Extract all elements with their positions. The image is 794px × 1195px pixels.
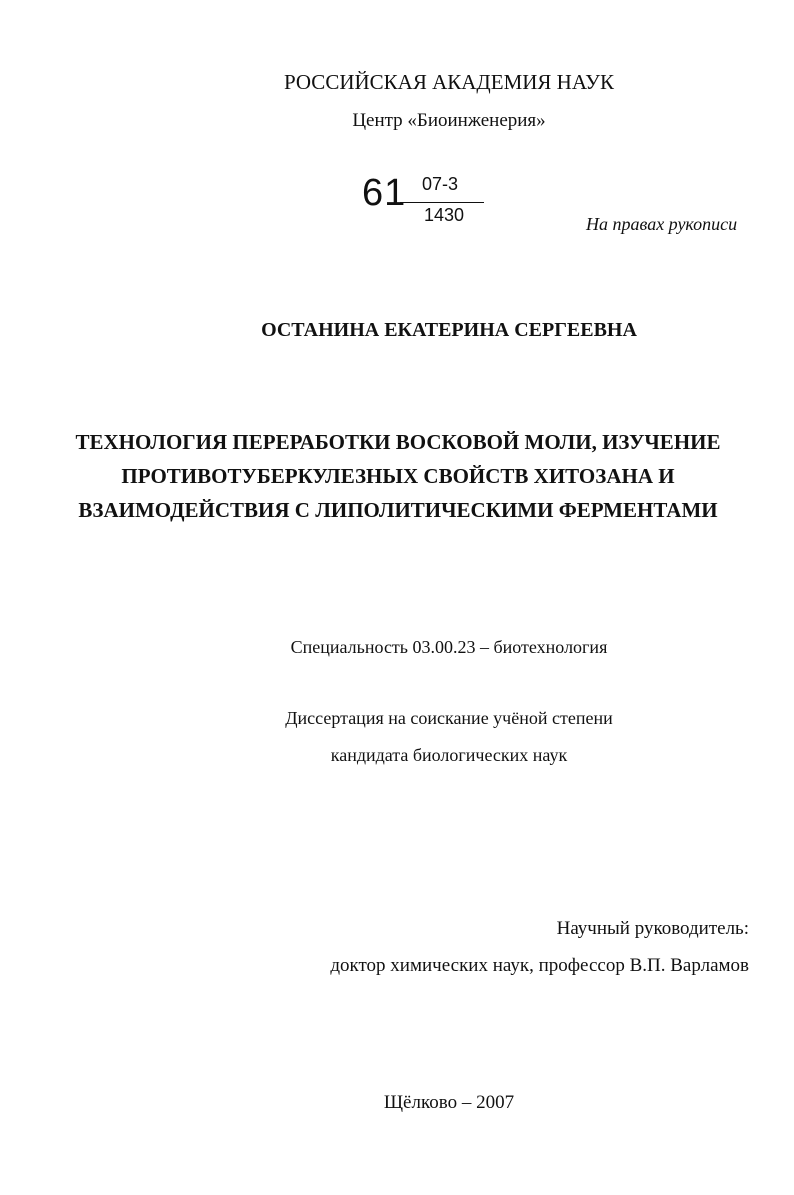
stamp-code-top: 07-3 — [422, 174, 459, 194]
title-line-3: ВЗАИМОДЕЙСТВИЯ С ЛИПОЛИТИЧЕСКИМИ ФЕРМЕНТАМИ — [78, 498, 718, 522]
stamp-code-bottom: 1430 — [424, 205, 465, 225]
degree-line-1: Диссертация на соискание учёной степени — [285, 708, 613, 728]
academy-name: РОССИЙСКАЯ АКАДЕМИЯ НАУК — [283, 70, 615, 94]
city-year: Щёлково – 2007 — [383, 1092, 515, 1113]
stamp-fraction-line — [400, 202, 484, 203]
title-line-2: ПРОТИВОТУБЕРКУЛЕЗНЫХ СВОЙСТВ ХИТОЗАНА И — [121, 464, 675, 488]
supervisor-name: доктор химических наук, профессор В.П. Варламов — [330, 955, 749, 976]
library-stamp — [362, 172, 492, 232]
degree-line-2: кандидата биологических наук — [330, 745, 568, 765]
supervisor-label: Научный руководитель: — [556, 918, 749, 939]
organization-name: Центр «Биоинженерия» — [352, 110, 546, 131]
rights-note: На правах рукописи — [586, 214, 738, 234]
dissertation-title — [56, 425, 740, 527]
specialty: Специальность 03.00.23 – биотехнология — [290, 637, 608, 657]
stamp-code-main: 61 — [362, 172, 407, 214]
author-name: ОСТАНИНА ЕКАТЕРИНА СЕРГЕЕВНА — [261, 319, 637, 341]
title-line-1: ТЕХНОЛОГИЯ ПЕРЕРАБОТКИ ВОСКОВОЙ МОЛИ, ИЗУЧЕНИЕ — [75, 430, 721, 454]
